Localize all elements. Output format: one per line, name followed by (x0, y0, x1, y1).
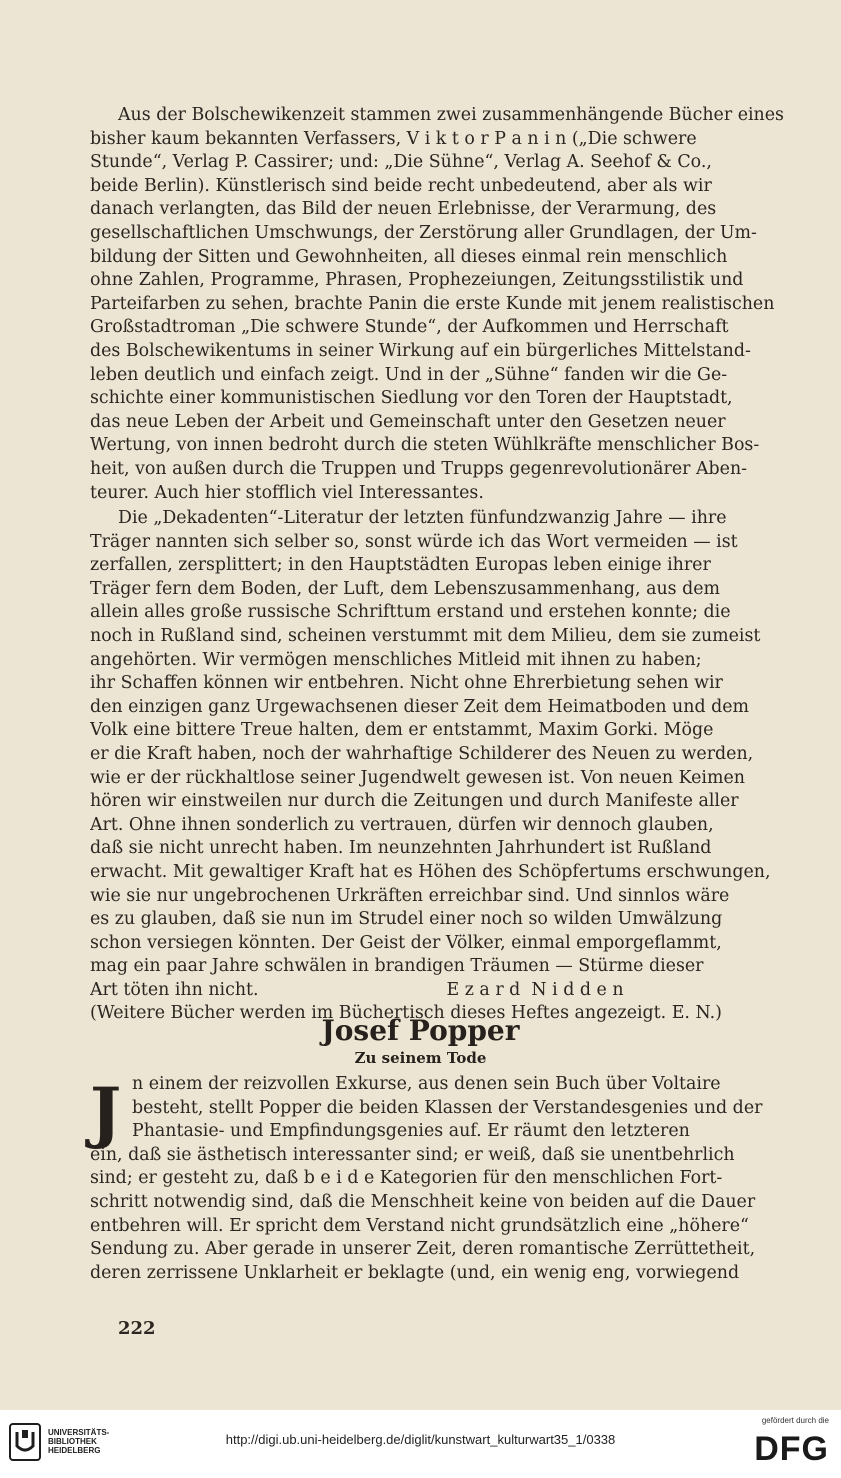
text-line: Wertung, von innen bedroht durch die steten Wühlkräfte menschlicher Bos- (90, 435, 760, 456)
text-line: allein alles große russische Schrifttum erstand und erstehen konnte; die (90, 602, 731, 623)
text-line: das neue Leben der Arbeit und Gemeinschaft unter den Gesetzen neuer (90, 411, 726, 432)
text-line: schritt notwendig sind, daß die Menschheit keine von beiden auf die Dauer (90, 1191, 756, 1212)
footer-bar (0, 1410, 841, 1478)
text-line: leben deutlich und einfach zeigt. Und in der „Sühne“ fanden wir die Ge- (90, 364, 728, 385)
text-line: Phantasie- und Empfindungsgenies auf. Er räumt den letzteren (132, 1121, 690, 1142)
text-line: erwacht. Mit gewaltiger Kraft hat es Höhen des Schöpfertums erschwungen, (90, 861, 771, 882)
library-name-line: HEIDELBERG (48, 1446, 101, 1455)
text-line: hören wir einstweilen nur durch die Zeitungen und durch Manifeste aller (90, 791, 739, 812)
text-line: Stunde“, Verlag P. Cassirer; und: „Die Sühne“, Verlag A. Seehof & Co., (90, 152, 712, 173)
text-line: ohne Zahlen, Programme, Phrasen, Prophezeiungen, Zeitungsstilistik und (90, 270, 744, 291)
text-line: bildung der Sitten und Gewohnheiten, all dieses einmal rein menschlich (90, 246, 728, 267)
text-line: es zu glauben, daß sie nun im Strudel einer noch so wilden Umwälzung (90, 909, 723, 930)
text-line: entbehren will. Er spricht dem Verstand nicht grundsätzlich eine „höhere“ (90, 1215, 749, 1236)
text-line: n einem der reizvollen Exkurse, aus denen sein Buch über Voltaire (132, 1074, 721, 1094)
text-line: schichte einer kommunistischen Siedlung vor den Toren der Hauptstadt, (90, 388, 733, 409)
text-line: Aus der Bolschewikenzeit stammen zwei zusammenhängende Bücher eines (118, 105, 784, 125)
text-line: deren zerrissene Unklarheit er beklagte (und, ein wenig eng, vorwiegend (90, 1262, 740, 1283)
text-line: heit, von außen durch die Truppen und Trupps gegenrevolutionärer Aben- (90, 458, 748, 479)
dfg-mark: DFG (754, 1430, 829, 1468)
text-line: Die „Dekadenten“-Literatur der letzten fünfundzwanzig Jahre — ihre (118, 508, 727, 528)
text-line: angehörten. Wir vermögen menschliches Mitleid mit ihnen zu haben; (90, 649, 702, 670)
text-line: gesellschaftlichen Umschwungs, der Zerstörung aller Grundlagen, der Um- (90, 222, 757, 243)
text-line: wie sie nur ungebrochenen Urkräften erreichbar sind. Und sinnlos wäre (90, 885, 730, 906)
text-line: (Weitere Bücher werden im Büchertisch dieses Heftes angezeigt. E. N.) (90, 1003, 722, 1024)
text-line: des Bolschewikentums in seiner Wirkung auf ein bürgerliches Mittelstand- (90, 340, 751, 361)
text-line: danach verlangten, das Bild der neuen Erlebnisse, der Verarmung, des (90, 199, 717, 220)
source-url-link[interactable]: http://digi.ub.uni-heidelberg.de/diglit/kunstwart_kulturwart35_1/0338 (225, 1432, 616, 1447)
text-line: Parteifarben zu sehen, brachte Panin die erste Kunde mit jenem realistischen (90, 293, 775, 314)
library-name-line: UNIVERSITÄTS- (48, 1428, 110, 1437)
text-line: daß sie nicht unrecht haben. Im neunzehnten Jahrhundert ist Rußland (90, 838, 712, 859)
text-line: ihr Schaffen können wir entbehren. Nicht ohne Ehrerbietung sehen wir (90, 673, 723, 694)
text-line: er die Kraft haben, noch der wahrhaftige Schilderer des Neuen zu werden, (90, 743, 754, 764)
article-body (90, 1073, 810, 1285)
text-line: bisher kaum bekannten Verfassers, V i k t o r P a n i n („Die schwere (90, 128, 697, 149)
text-line: Träger nannten sich selber so, sonst würde ich das Wort vermeiden — ist (90, 531, 738, 552)
text-line: schon versiegen könnten. Der Geist der Völker, einmal emporgeflammt, (90, 932, 722, 953)
paragraph-dekadenten (90, 507, 810, 1026)
text-line: Sendung zu. Aber gerade in unserer Zeit, deren romantische Zerrüttetheit, (90, 1239, 756, 1260)
library-name-line: BIBLIOTHEK (48, 1437, 97, 1446)
text-line: besteht, stellt Popper die beiden Klassen der Verstandesgenies und der (132, 1097, 763, 1118)
page-number: 222 (118, 1318, 156, 1339)
text-line: zerfallen, zersplittert; in den Hauptstädten Europas leben einige ihrer (90, 555, 711, 576)
text-line: Träger fern dem Boden, der Luft, dem Lebenszusammenhang, aus dem (90, 578, 721, 599)
dfg-logo[interactable] (739, 1416, 829, 1474)
text-line: sind; er gesteht zu, daß b e i d e Kategorien für den menschlichen Fort- (90, 1168, 723, 1189)
text-line: beide Berlin). Künstlerisch sind beide recht unbedeutend, aber als wir (90, 175, 712, 196)
article-subtitle: Zu seinem Tode (354, 1049, 487, 1067)
author-signature-line: Art töten ihn nicht. E z a r d N i d d e n (90, 979, 624, 1000)
text-line: teurer. Auch hier stofflich viel Interessantes. (90, 482, 484, 503)
text-line: wie er der rückhaltlose seiner Jugendwelt gewesen ist. Von neuen Keimen (90, 767, 745, 788)
sponsor-label: gefördert durch die (761, 1416, 829, 1425)
paragraph-panin (90, 104, 810, 505)
text-line: den einzigen ganz Urgewachsenen dieser Zeit dem Heimatboden und dem (90, 696, 750, 717)
text-line: ein, daß sie ästhetisch interessanter sind; er weiß, daß sie unentbehrlich (90, 1144, 735, 1165)
text-line: noch in Rußland sind, scheinen verstummt mit dem Milieu, dem sie zumeist (90, 625, 761, 646)
text-line: Art. Ohne ihnen sonderlich zu vertrauen, dürfen wir dennoch glauben, (90, 814, 714, 835)
text-line: mag ein paar Jahre schwälen in brandigen Träumen — Stürme dieser (90, 956, 704, 977)
text-line: Volk eine bittere Treue halten, dem er entstammt, Maxim Gorki. Möge (90, 720, 714, 741)
text-line: Großstadtroman „Die schwere Stunde“, der Aufkommen und Herrschaft (90, 317, 729, 338)
article-title: Josef Popper (321, 1014, 520, 1047)
drop-cap: J (90, 1073, 122, 1151)
